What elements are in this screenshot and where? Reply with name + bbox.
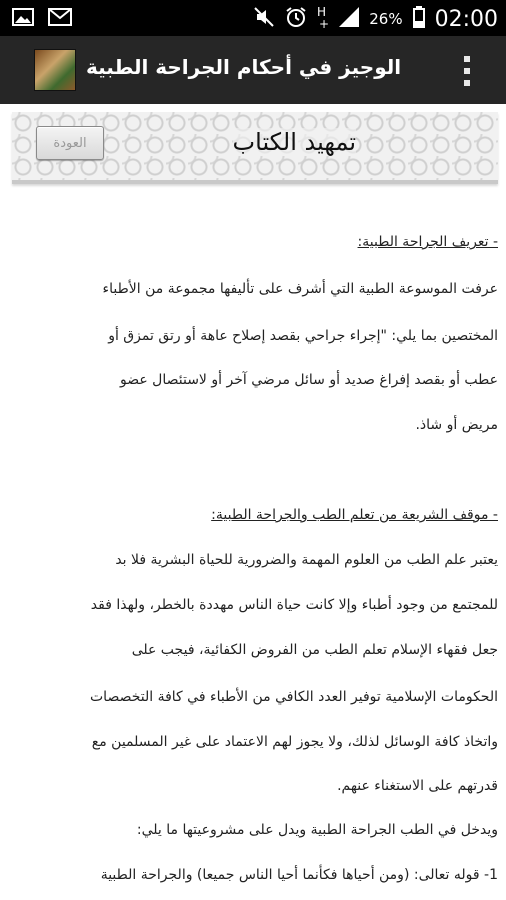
paragraph-line: عرفت الموسوعة الطبية التي أشرف على تأليفها مجموعة من الأطباء bbox=[102, 281, 498, 297]
paragraph-line: الحكومات الإسلامية توفير العدد الكافي من الأطباء في كافة التخصصات bbox=[90, 689, 498, 705]
status-bar bbox=[0, 0, 506, 36]
overflow-menu-icon[interactable] bbox=[464, 56, 470, 86]
paragraph-line: ويدخل في الطب الجراحة الطبية ويدل على مشروعيتها ما يلي: bbox=[136, 822, 498, 838]
app-icon[interactable] bbox=[34, 49, 76, 91]
paragraph-line: عطب أو بقصد إفراغ صديد أو سائل مرضي آخر أو لاستئصال عضو bbox=[120, 372, 498, 388]
paragraph-line: 1- قوله تعالى: (ومن أحياها فكأنما أحيا الناس جميعا) والجراحة الطبية bbox=[100, 867, 498, 883]
paragraph-line: مريض أو شاذ. bbox=[415, 417, 498, 433]
paragraph-line: جعل فقهاء الإسلام تعلم الطب من الفروض الكفائية، فيجب على bbox=[131, 642, 498, 658]
heading-sharia-position: - موقف الشريعة من تعلم الطب والجراحة الطبية: bbox=[211, 507, 498, 523]
paragraph-line: المختصين بما يلي: "إجراء جراحي بقصد إصلاح عاهة أو رتق تمزق أو bbox=[108, 328, 498, 344]
hplus-signal-icon bbox=[317, 4, 329, 34]
section-header bbox=[12, 112, 498, 184]
back-button[interactable]: العودة bbox=[36, 126, 104, 160]
battery-percent: 26% bbox=[369, 10, 403, 28]
app-title: الوجيز في أحكام الجراحة الطبية bbox=[86, 55, 402, 79]
section-title: تمهيد الكتاب bbox=[232, 128, 356, 156]
article-content bbox=[12, 222, 498, 900]
battery-icon bbox=[413, 6, 425, 32]
paragraph-line: يعتبر علم الطب من العلوم المهمة والضرورية للحياة البشرية فلا بد bbox=[115, 552, 498, 568]
action-bar bbox=[0, 36, 506, 104]
notification-icons bbox=[12, 8, 72, 30]
image-icon bbox=[12, 8, 34, 30]
signal-icon bbox=[339, 7, 359, 31]
paragraph-line: واتخاذ كافة الوسائل لذلك، ولا يجوز لهم الاعتماد على غير المسلمين مع bbox=[91, 734, 498, 750]
alarm-icon bbox=[285, 6, 307, 32]
paragraph-line: للمجتمع من وجود أطباء وإلا كانت حياة الناس مهددة بالخطر، ولهذا فقد bbox=[90, 597, 498, 613]
mute-icon bbox=[253, 6, 275, 32]
heading-definition: - تعريف الجراحة الطبية: bbox=[357, 234, 498, 250]
paragraph-line: قدرتهم على الاستغناء عنهم. bbox=[337, 778, 498, 794]
gmail-icon bbox=[48, 8, 72, 30]
clock: 02:00 bbox=[434, 6, 498, 32]
system-icons bbox=[253, 4, 498, 34]
svg-text:H: H bbox=[317, 5, 327, 19]
svg-text:+: + bbox=[319, 17, 330, 30]
